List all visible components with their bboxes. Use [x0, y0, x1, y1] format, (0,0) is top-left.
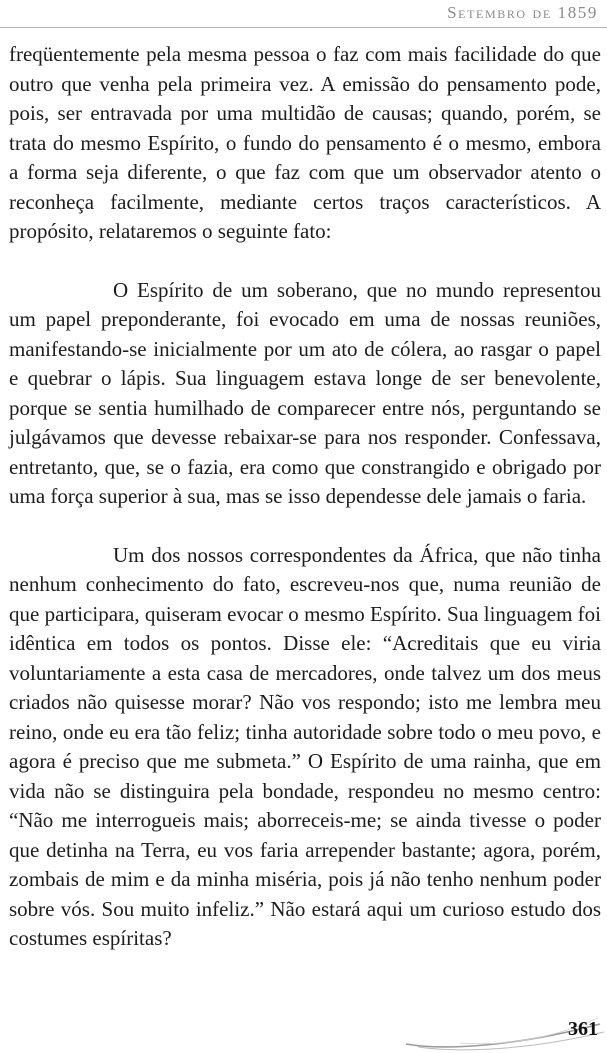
body-text [9, 40, 601, 954]
paragraph-1: freqüentemente pela mesma pessoa o faz com mais facilidade do que outro que venha pela primeira vez. A emissão do pensamento pode, pois, ser entravada por uma multidão de causas; quando, porém, se trata do mesmo Espírito, o fundo do pensamento é o mesmo, embora a forma seja diferente, o que faz com que um observador atento o reconheça facilmente, mediante certos traços característicos. A propósito, relataremos o seguinte fato: [9, 42, 601, 243]
header-rule [0, 27, 607, 28]
page-number: 361 [568, 1018, 598, 1040]
paragraph-2: O Espírito de um soberano, que no mundo representou um papel preponderante, foi evocado em uma de nossas reuniões, manifestando-se inicialmente por um ato de cólera, ao rasgar o papel e quebrar o lápis. Sua linguagem estava longe de ser benevolente, porque se sentia humilhado de comparecer entre nós, perguntando se julgávamos que devesse rebaixar-se para nos responder. Confessava, entretanto, que, se o fazia, era como que constrangido e obrigado por uma força superior à sua, mas se isso dependesse dele jamais o faria. [9, 277, 601, 508]
running-header: Setembro de 1859 [447, 3, 598, 22]
paragraph-3: Um dos nossos correspondentes da África, que não tinha nenhum conhecimento do fato, escreveu-nos que, numa reunião de que participara, quiseram evocar o mesmo Espírito. Sua linguagem foi idêntica em todos os pontos. Disse ele: “Acreditais que eu viria voluntariamente a esta casa de mercadores, onde talvez um dos meus criados não quisesse morar? Não vos respondo; isto me lembra meu reino, onde eu era tão feliz; tinha autoridade sobre todo o meu povo, e agora é preciso que me submeta.” O Espírito de uma rainha, que em vida não se distinguira pela bondade, respondeu no mesmo centro: “Não me interrogueis mais; aborreceis-me; se ainda tivesse o poder que detinha na Terra, eu vos faria arrepender bastante; agora, porém, zombais de mim e da minha miséria, pois já não tenho nenhum poder sobre vós. Sou muito infeliz.” Não estará aqui um curioso estudo dos costumes espíritas? [9, 542, 601, 950]
